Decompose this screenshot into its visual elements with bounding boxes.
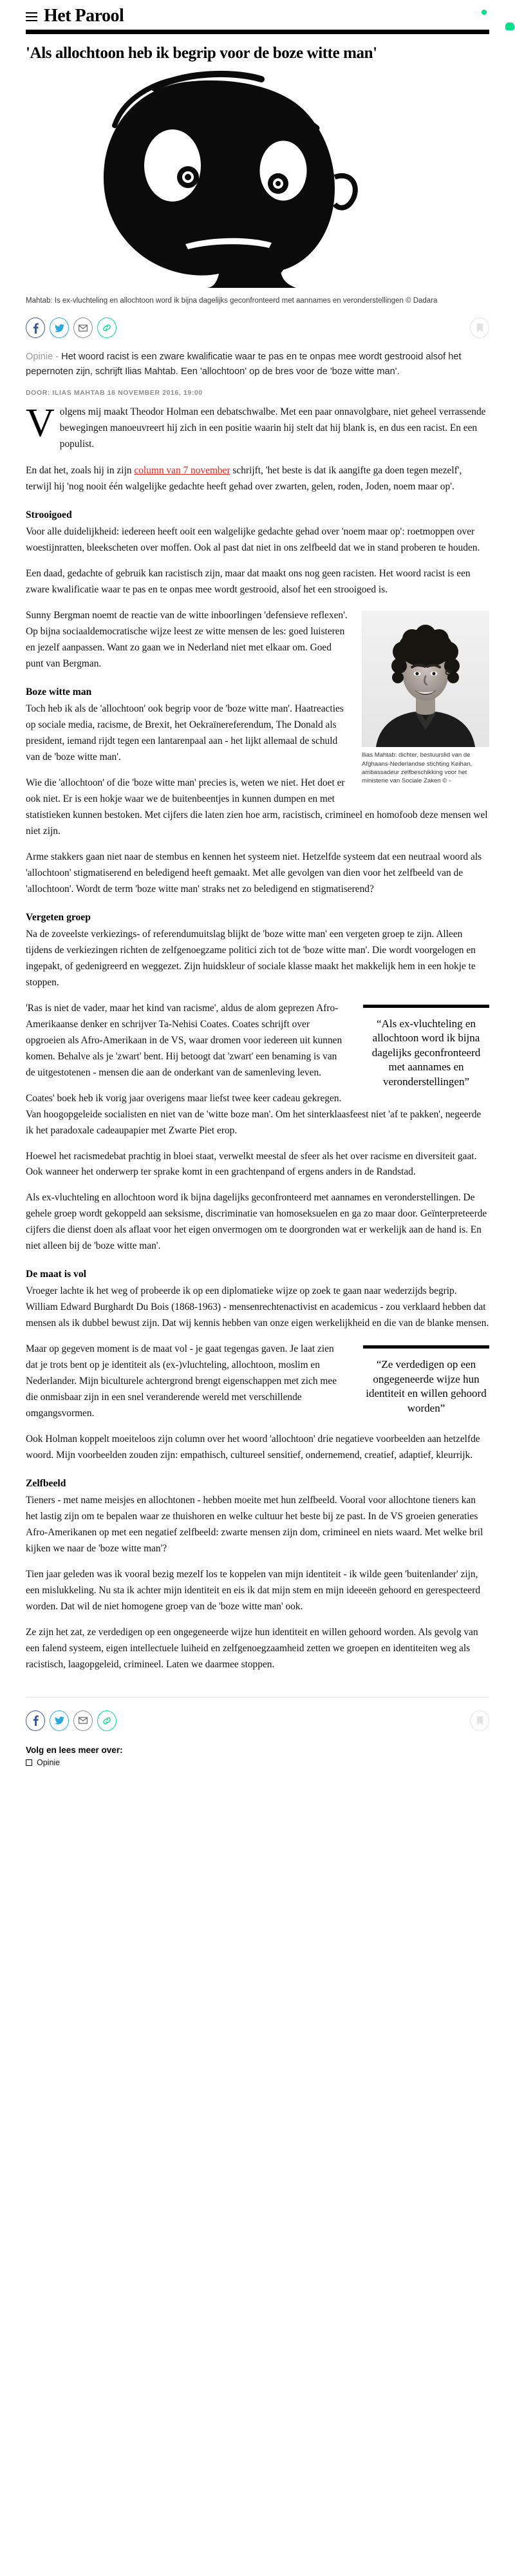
follow-section <box>26 1745 489 1767</box>
hero-illustration <box>26 69 489 288</box>
paragraph-2-before: En dat het, zoals hij in zijn <box>26 465 135 477</box>
facebook-icon <box>33 1715 39 1726</box>
share-bar-top <box>26 315 489 341</box>
bookmark-button[interactable] <box>470 317 489 338</box>
article-body <box>26 401 489 1682</box>
heading-de-maat-is-vol: De maat is vol <box>26 1269 86 1280</box>
share-twitter-button-footer[interactable] <box>50 1710 69 1731</box>
paragraph-2 <box>26 463 489 495</box>
follow-title: Volg en lees meer over: <box>26 1745 123 1755</box>
share-link-button[interactable] <box>97 317 117 338</box>
paragraph-1 <box>26 401 489 453</box>
paragraph-6: Toch heb ik als de 'allochtoon' ook begrip voor de 'boze witte man'. Haatreacties op sociale media, racisme, de Brexit, het Oekraïnereferendum, The Donald als president, iemand rijdt tegen een lantarenpaal aan - het lijkt allemaal de schuld van de 'boze witte man'. <box>26 703 344 763</box>
paragraph-18: Tien jaar geleden was ik vooral bezig mezelf los te koppelen van mijn identiteit - ik wilde geen 'buitenlander' zijn, een mislukkeling. Nu sta ik achter mijn identiteit en eis ik dat mijn stem en mijn ideeeën gehoord en gerespecteerd worden. Dat wil de niet homogene groep van de 'boze witte man' ook. <box>26 1569 481 1612</box>
paragraph-2-after: schrijft, 'het beste is dat ik aangifte ga doen tegen mezelf', terwijl hij 'nog nooit één walgelijke gedachte heeft gehad over zwarten, gelen, roden, Joden, noem maar op'. <box>26 465 462 493</box>
paragraph-12: Hoewel het racismedebat prachtig in bloei staat, verwelkt meestal de sfeer als het over racisme en diversiteit gaat. Ook wanneer het onderwerp ter sprake komt in een grachtenpand of ergens anders in de Randstad. <box>26 1150 477 1178</box>
bookmark-icon <box>477 1716 483 1725</box>
header-divider <box>26 30 489 34</box>
mail-icon <box>79 325 88 332</box>
lead-kicker: Opinie - <box>26 352 62 363</box>
paragraph-3: Voor alle duidelijkheid: iedereen heeft ooit een walgelijke gedachte gehad over 'noem maar op': roetmoppen over woestijnratten, bleekscheten over moffen. Ook al past dat niet in ons zelfbeeld dat we in stand proberen te houden. <box>26 526 480 554</box>
paragraph-10: 'Ras is niet de vader, maar het kind van racisme', aldus de alom geprezen Afro-Amerikaanse denker en schrijver Ta-Nehisi Coates. Coates schrijft over opgroeien als Afro-Amerikaan in de VS, waar dromen voor iedereen uit kunnen komen. Behalve als je 'zwart' bent. Hij betoogt dat 'zwart' een benaming is van de uitgestotenen - mensen die aan de onderkant van de samenleving leven. <box>26 1002 342 1078</box>
paragraph-14: Vroeger lachte ik het weg of probeerde ik op een diplomatieke wijze op zoek te gaan naar wederzijds begrip. William Edward Burghardt Du Bois (1868-1963) - mensenrechtenactivist en academicus - zou verklaard hebben dat mensen als ik dubbel bewust zijn. Dat wij kennis hebben van onze eigen werkelijkheid en die van de blanke mensen. <box>26 1285 489 1329</box>
account-icon[interactable] <box>479 9 489 23</box>
site-header <box>0 0 515 28</box>
share-mail-button[interactable] <box>73 317 93 338</box>
heading-zelfbeeld: Zelfbeeld <box>26 1478 66 1490</box>
share-facebook-button-footer[interactable] <box>26 1710 45 1731</box>
column-link[interactable]: column van 7 november <box>134 465 230 477</box>
share-facebook-button[interactable] <box>26 317 45 338</box>
share-bar-bottom <box>26 1708 489 1734</box>
pull-quote-1: “Als ex-vluchteling en allochtoon word ik bijna dagelijks geconfronteerd met aannames en veronderstellingen” <box>363 1005 489 1089</box>
tag-item-opinie[interactable] <box>26 1758 489 1767</box>
twitter-icon <box>55 324 64 332</box>
tag-checkbox-icon[interactable] <box>26 1759 32 1766</box>
page-title: 'Als allochtoon heb ik begrip voor de boze witte man' <box>26 44 377 62</box>
paragraph-9: Na de zoveelste verkiezings- of referendumuitslag blijkt de 'boze witte man' een vergeten groep te zijn. Alleen tijdens de verkiezingen richten de zelfgenoegzame politici zich tot de 'boze witte man'. Die wordt voorgelogen en ingepakt, of gedenigreerd en weggezet. Zijn huidskleur of sociale klasse maakt het makkelijk hem in een hokje te stoppen. <box>26 929 476 988</box>
hamburger-menu-icon[interactable] <box>26 12 37 21</box>
paragraph-7: Wie die 'allochtoon' of die 'boze witte man' precies is, weten we niet. Het doet er ook niet. Er is een hokje waar we de buitenbeentjes in kunnen dumpen en met statistieken kunnen bestoken. Met cijfers die laten zien hoe arm, racistisch, crimineel en homofoob deze mensen wel niet zijn. <box>26 777 488 837</box>
paragraph-1-text: olgens mij maakt Theodor Holman een debatschwalbe. Met een paar onnavolgbare, niet geheel verrassende bewegingen manoeuvreert hij zich in een positie waarin hij stelt dat hij blank is, en dus een racist. En een populist. <box>59 406 486 450</box>
link-icon <box>102 323 111 332</box>
heading-boze-witte-man: Boze witte man <box>26 687 92 698</box>
hero-caption: Mahtab: Is ex-vluchteling en allochtoon word ik bijna dagelijks geconfronteerd met aannames en veronderstellingen © Dadara <box>26 297 438 305</box>
author-portrait-image <box>362 611 489 747</box>
footer-divider <box>26 1697 489 1698</box>
tag-label: Opinie <box>37 1757 61 1767</box>
share-link-button-footer[interactable] <box>97 1710 117 1731</box>
site-brand-logo[interactable]: Het Parool <box>44 6 124 26</box>
facebook-icon <box>33 323 39 334</box>
paragraph-8: Arme stakkers gaan niet naar de stembus en kennen het systeem niet. Hetzelfde systeem dat een neutraal woord als 'allochtoon' stigmatiserend en beledigend heeft gemaakt. Met alle gevolgen van dien voor het zelfbeeld van de 'allochtoon'. Wordt de term 'boze witte man' straks net zo beledigend en stigmatiserend? <box>26 851 482 895</box>
share-twitter-button[interactable] <box>50 317 69 338</box>
bookmark-icon <box>477 323 483 332</box>
byline: DOOR: ILIAS MAHTAB 16 NOVEMBER 2016, 19:00 <box>26 389 203 397</box>
paragraph-11: Coates' boek heb ik vorig jaar overigens maar liefst twee keer cadeau gekregen. Van hoogopgeleide socialisten en niet van de 'witte boze man'. Om het sinterklaasfeest niet 'af te pakken', negeerde ik het paradoxale cadeaupapier met Zwarte Piet erop. <box>26 1092 482 1136</box>
lead-text: Het woord racist is een zware kwalificatie waar te pas en te onpas mee wordt gestrooid alsof het pepernoten zijn, schrijft Ilias Mahtab. Een 'allochtoon' op de bres voor de 'boze witte man'. <box>26 352 462 377</box>
mail-icon <box>79 1717 88 1724</box>
pull-quote-2: “Ze verdedigen op een ongegeneerde wijze hun identiteit en willen gehoord worden” <box>363 1345 489 1416</box>
paragraph-17: Tieners - met name meisjes en allochtonen - hebben moeite met hun zelfbeeld. Vooral voor allochtone tieners kan het lastig zijn om te bepalen waar ze thuishoren en welke cultuur het beste bij ze past. In de VS groeien generaties Afro-Amerikanen op met een negatief zelfbeeld: zwarte mensen zijn dom, crimineel en niets waard. Met welke bril kijken we naar de 'boze witte man'? <box>26 1495 483 1555</box>
paragraph-13: Als ex-vluchteling en allochtoon word ik bijna dagelijks geconfronteerd met aannames en veronderstellingen. De gehele groep wordt gekoppeld aan seksisme, discriminatie van homoseksuelen en ga zo maar door. Geïnterpreteerde cijfers die dienst doen als aflaat voor het eigen onvermogen om te doorgronden wat er werkelijk aan de hand is. En niet alleen bij de 'boze witte man'. <box>26 1192 487 1252</box>
heading-strooigoed: Strooigoed <box>26 509 72 521</box>
article-lead <box>26 350 489 379</box>
twitter-icon <box>55 1716 64 1725</box>
paragraph-4: Een daad, gedachte of gebruik kan racistisch zijn, maar dat maakt ons nog geen racisten. Het woord racist is een zware kwalificatie waar te pas en te onpas mee wordt gestrooid, alsof het een strooigoed is. <box>26 568 471 596</box>
share-mail-button-footer[interactable] <box>73 1710 93 1731</box>
drop-cap: V <box>26 401 55 446</box>
author-portrait-figure <box>362 611 489 785</box>
bookmark-button-footer[interactable] <box>470 1710 489 1731</box>
link-icon <box>102 1716 111 1725</box>
paragraph-15: Maar op gegeven moment is de maat vol - je gaat tegengas gaven. Je laat zien dat je trots bent op je identiteit als (ex-)vluchteling, allochtoon, moslim en Nederlander. Mijn biculturele achtergrond brengt eigenschappen met zich mee die onmisbaar zijn in een snel veranderende wereld met verschillende omgangsvormen. <box>26 1343 337 1419</box>
paragraph-19: Ze zijn het zat, ze verdedigen op een ongegeneerde wijze hun identiteit en willen gehoord worden. Als gevolg van een falend systeem, eigen intellectuele luiheid en zelfgenoegzaamheid zetten we groepen en identiteiten weg als racistisch, laagopgeleid, crimineel. Laten we daarmee stoppen. <box>26 1626 478 1670</box>
heading-vergeten-groep: Vergeten groep <box>26 911 91 923</box>
paragraph-5: Sunny Bergman noemt de reactie van de witte inboorlingen 'defensieve reflexen'. Op bijna sociaaldemocratische wijze leest ze witte mensen de les: goed luisteren en jezelf aanpassen. Want zo gaan we in Nederland niet met elkaar om. Goed punt van Bergman. <box>26 610 348 670</box>
paragraph-16: Ook Holman koppelt moeiteloos zijn column over het woord 'allochtoon' drie negatieve voorbeelden aan hetzelfde woord. Mijn voorbeelden zouden zijn: empathisch, cultureel sensitief, ondernemend, creatief, adaptief, kleurrijk. <box>26 1434 480 1461</box>
author-portrait-caption: Ilias Mahtab: dichter, bestuurslid van de Afghaans-Nederlandse stichting Keihan, ambassadeur zelfbeschikking voor het ministerie van Sociale Zaken © - <box>362 752 473 784</box>
